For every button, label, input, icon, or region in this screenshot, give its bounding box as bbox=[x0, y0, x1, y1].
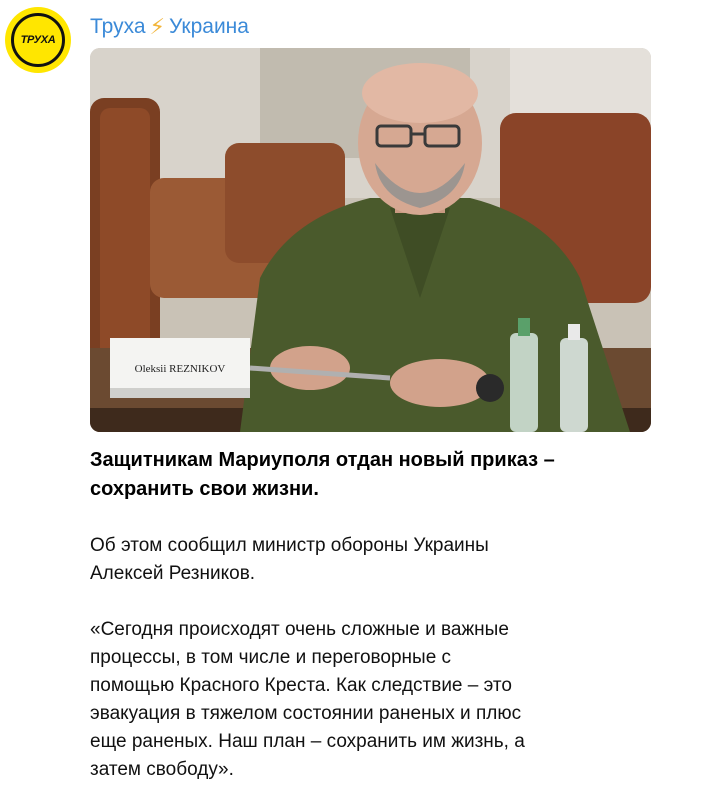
headline-line: сохранить свои жизни. bbox=[90, 478, 319, 500]
photo-illustration bbox=[90, 48, 651, 432]
paragraph-line: помощью Красного Креста. Как следствие – это bbox=[90, 675, 512, 696]
avatar-logo-text: ТРУХА bbox=[20, 34, 56, 46]
channel-avatar[interactable] bbox=[5, 7, 71, 73]
paragraph-line: «Сегодня происходят очень сложные и важные bbox=[90, 619, 509, 640]
paragraph-line: еще раненых. Наш план – сохранить им жизнь, а bbox=[90, 731, 525, 752]
channel-name-left: Труха bbox=[90, 15, 146, 38]
post-photo[interactable] bbox=[90, 48, 651, 432]
paragraph-line: процессы, в том числе и переговорные с bbox=[90, 647, 452, 668]
nameplate-text: Oleksii REZNIKOV bbox=[134, 363, 226, 375]
avatar-ring bbox=[11, 13, 65, 67]
lightning-icon: ⚡ bbox=[149, 14, 165, 39]
paragraph-line: эвакуация в тяжелом состоянии раненых и плюс bbox=[90, 703, 522, 724]
paragraph-line: Алексей Резников. bbox=[90, 563, 256, 584]
channel-name[interactable] bbox=[90, 14, 249, 40]
channel-name-right: Украина bbox=[169, 15, 249, 38]
post-paragraph-1 bbox=[90, 532, 660, 588]
headline-line: Защитникам Мариуполя отдан новый приказ – bbox=[90, 449, 555, 471]
paragraph-line: затем свободу». bbox=[90, 759, 234, 780]
post-paragraph-2 bbox=[90, 616, 660, 784]
post-headline bbox=[90, 446, 660, 504]
paragraph-line: Об этом сообщил министр обороны Украины bbox=[90, 535, 489, 556]
